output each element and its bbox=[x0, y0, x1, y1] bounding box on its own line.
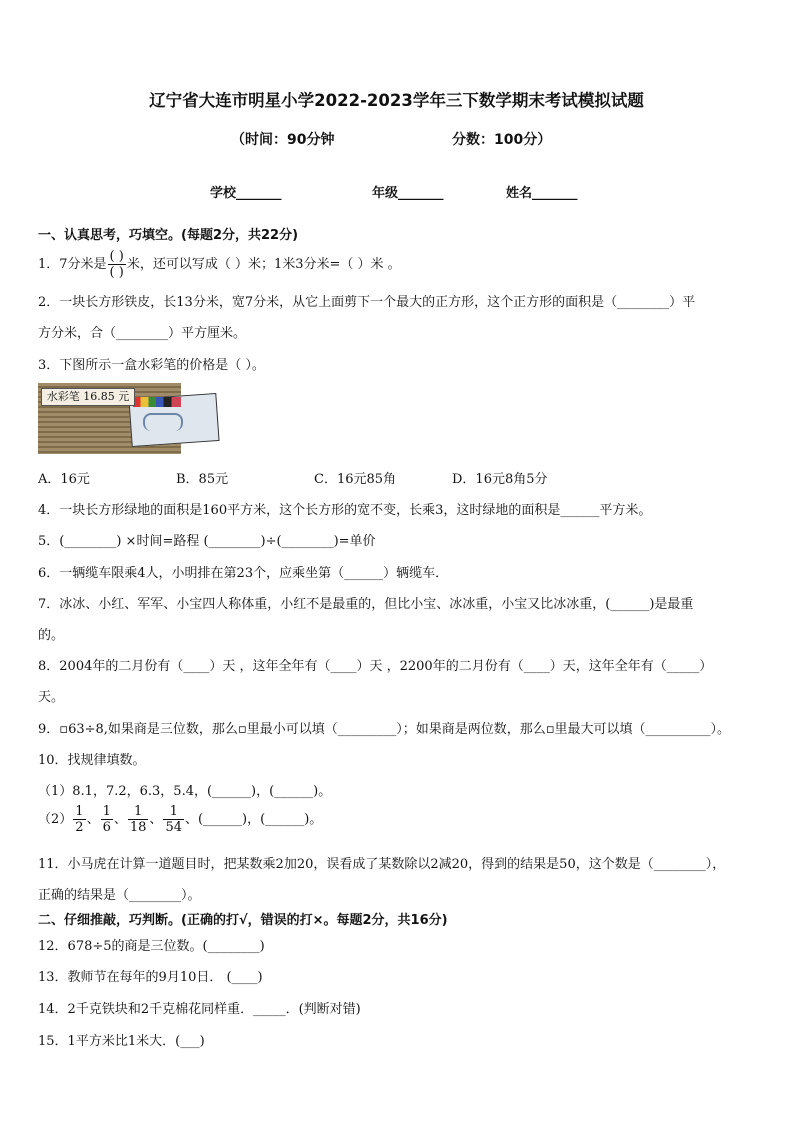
question-15: 15．1平方米比1米大．(___) bbox=[38, 1034, 205, 1049]
color-pens bbox=[133, 397, 181, 407]
name-field[interactable]: 姓名_______ bbox=[506, 186, 578, 201]
question-7-line2: 的。 bbox=[38, 628, 65, 643]
question-4: 4．一块长方形绿地的面积是160平方米，这个长方形的宽不变，长乘3，这时绿地的面积是______平方米。 bbox=[38, 503, 652, 518]
question-12: 12．678÷5的商是三位数。(________) bbox=[38, 939, 265, 954]
question-8-line1: 8．2004年的二月份有（____）天 ，这年全年有（____）天 ，2200年的二月份有（____）天，这年全年有（_____） bbox=[38, 659, 713, 674]
question-2-line1: 2．一块长方形铁皮，长13分米，宽7分米，从它上面剪下一个最大的正方形，这个正方形的面积是（________）平 bbox=[38, 295, 696, 310]
question-1 bbox=[38, 249, 401, 280]
q10-2-prefix: （2） bbox=[38, 812, 73, 827]
fraction-numerator: 1 bbox=[102, 804, 111, 819]
q1-denominator[interactable]: ( ) bbox=[109, 265, 124, 280]
q3-option-c[interactable]: C．16元85角 bbox=[314, 472, 397, 487]
question-14: 14．2千克铁块和2千克棉花同样重．_____．(判断对错) bbox=[38, 1002, 361, 1017]
question-10-1: （1）8.1，7.2，6.3，5.4，(______)，(______)。 bbox=[38, 784, 332, 799]
box-wave-decoration bbox=[143, 413, 183, 431]
fraction-denominator: 18 bbox=[129, 820, 147, 835]
page-title: 辽宁省大连市明星小学2022-2023学年三下数学期末考试模拟试题 bbox=[149, 91, 644, 110]
q3-option-a[interactable]: A．16元 bbox=[38, 472, 90, 487]
question-5: 5．(________) ×时间=路程 (________)÷(________)=单价 bbox=[38, 534, 376, 549]
school-field[interactable]: 学校_______ bbox=[210, 186, 282, 201]
q10-2-suffix: 、(______)，(______)。 bbox=[184, 812, 323, 827]
watercolor-pen-box-image bbox=[38, 383, 181, 454]
question-2-line2: 方分米，合（________）平方厘米。 bbox=[38, 326, 247, 341]
fraction-denominator: 2 bbox=[75, 820, 84, 835]
question-8-line2: 天。 bbox=[38, 690, 65, 705]
fraction-1-18 bbox=[128, 804, 149, 835]
question-3: 3．下图所示一盒水彩笔的价格是（ ）。 bbox=[38, 358, 265, 373]
fraction-denominator: 6 bbox=[102, 820, 111, 835]
question-10-2: （2） $\frac{1}{2}$ 、 $\frac{1}{6}$ 、 $\frac{1}{18}$ 、 $\frac{1}{54}$ 、(______)，(______)。 bbox=[38, 804, 323, 835]
question-6: 6．一辆缆车限乘4人，小明排在第23个，应乘坐第（______）辆缆车． bbox=[38, 566, 449, 581]
section2-heading: 二、仔细推敲，巧判断。(正确的打√，错误的打×。每题2分，共16分) bbox=[38, 913, 448, 928]
exam-time: （时间：90分钟 bbox=[231, 132, 335, 148]
price-tag: 水彩笔 16.85 元 bbox=[41, 388, 135, 406]
grade-field[interactable]: 年级_______ bbox=[372, 186, 444, 201]
q1-suffix: 米，还可以写成（ ）米；1米3分米=（ ）米 。 bbox=[126, 257, 401, 272]
fraction-denominator: 54 bbox=[165, 820, 182, 835]
exam-score: 分数：100分） bbox=[452, 132, 552, 148]
question-11-line2: 正确的结果是（________）。 bbox=[38, 888, 201, 903]
q1-numerator[interactable]: ( ) bbox=[109, 249, 124, 264]
fraction-1-6 bbox=[101, 804, 113, 835]
q1-prefix: 1．7分米是 bbox=[38, 257, 107, 272]
section1-heading: 一、认真思考，巧填空。(每题2分，共22分) bbox=[38, 228, 299, 243]
q1-fraction bbox=[108, 249, 126, 280]
question-9: 9．▫63÷8,如果商是三位数，那么▫里最小可以填（_________）；如果商是两位数，那么▫里最大可以填（__________）。 bbox=[38, 722, 731, 737]
question-13: 13．教师节在每年的9月10日． (____) bbox=[38, 970, 263, 985]
question-11-line1: 11．小马虎在计算一道题目时，把某数乘2加20，误看成了某数除以2减20，得到的结果是50，这个数是（________）， bbox=[38, 857, 726, 872]
question-10: 10．找规律填数。 bbox=[38, 753, 146, 768]
q3-option-b[interactable]: B．85元 bbox=[176, 472, 229, 487]
fraction-1-2 bbox=[73, 804, 85, 835]
fraction-numerator: 1 bbox=[75, 804, 84, 819]
q3-option-d[interactable]: D．16元8角5分 bbox=[452, 472, 548, 487]
fraction-1-54 bbox=[163, 804, 184, 835]
question-7-line1: 7．冰冰、小红、军军、小宝四人称体重，小红不是最重的，但比小宝、冰冰重，小宝又比冰冰重，(______)是最重 bbox=[38, 597, 694, 612]
fraction-numerator: 1 bbox=[128, 804, 149, 820]
fraction-numerator: 1 bbox=[163, 804, 184, 820]
